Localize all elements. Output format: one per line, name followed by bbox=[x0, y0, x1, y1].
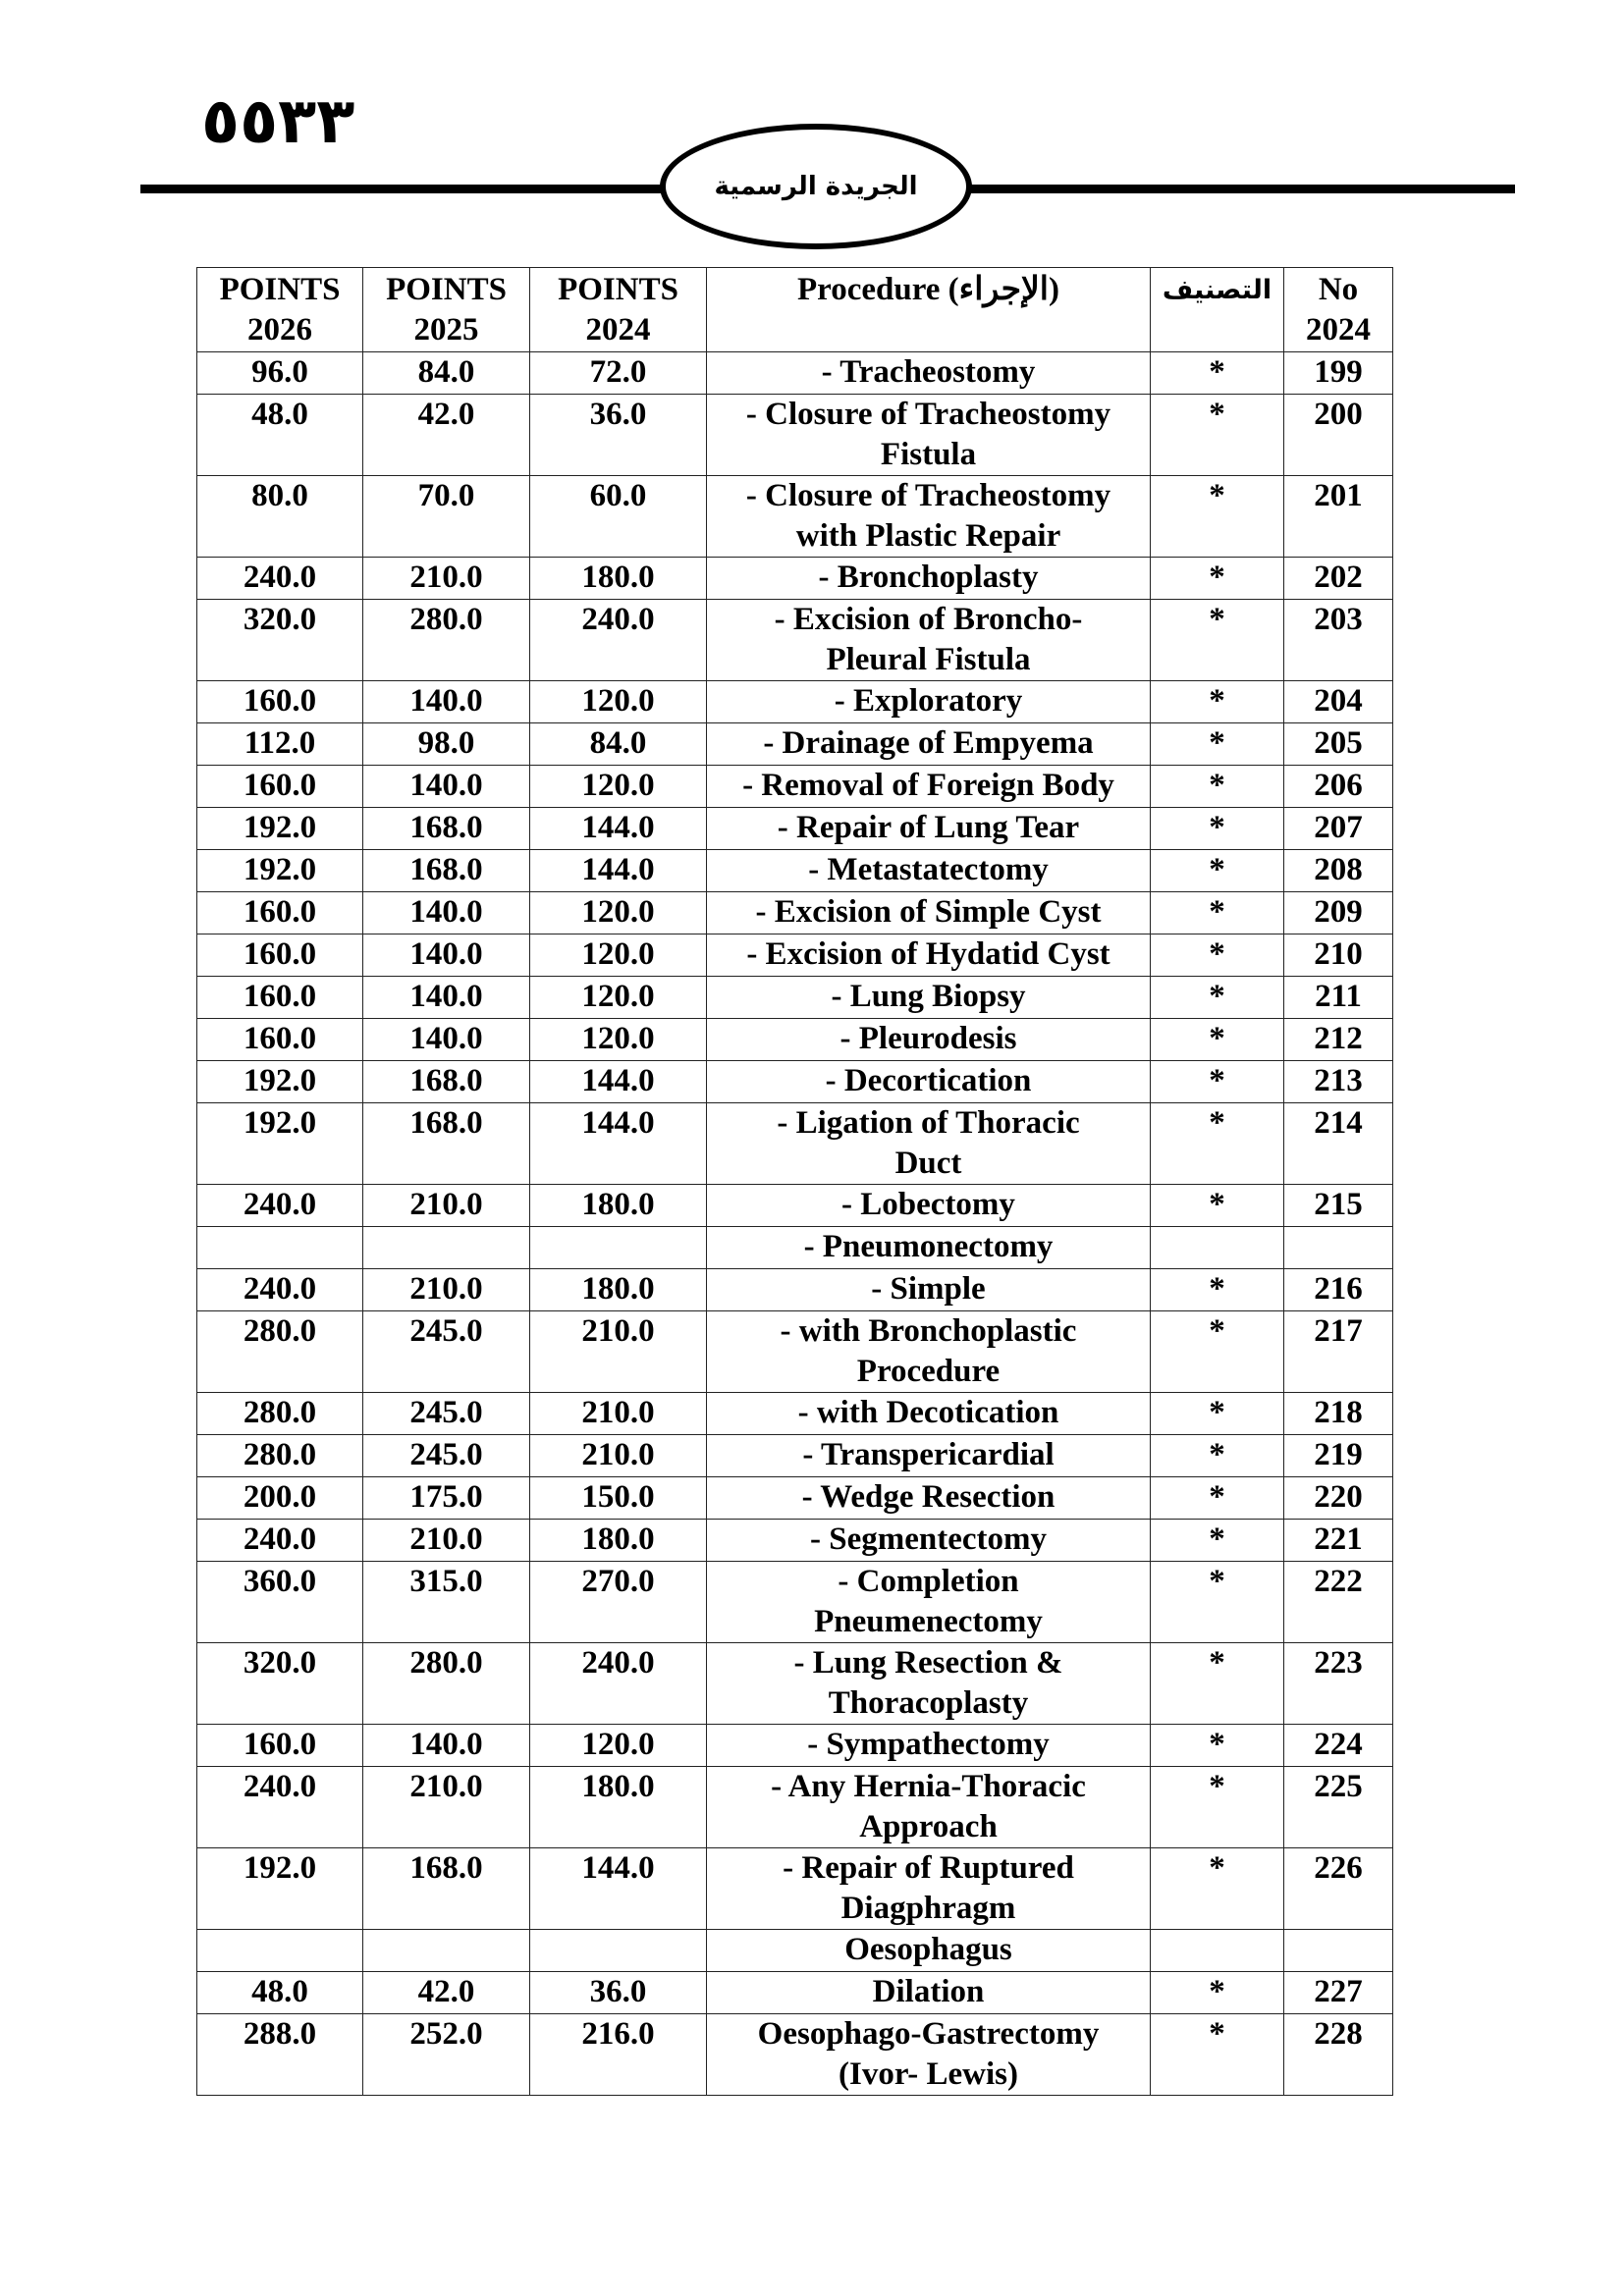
classification-cell: * bbox=[1151, 1311, 1284, 1393]
points-2024-cell: 144.0 bbox=[530, 1848, 707, 1930]
classification-cell: * bbox=[1151, 1435, 1284, 1477]
points-2024-cell: 120.0 bbox=[530, 1019, 707, 1061]
points-2024-cell: 180.0 bbox=[530, 1269, 707, 1311]
points-2026-cell: 192.0 bbox=[197, 1061, 363, 1103]
classification-cell: * bbox=[1151, 934, 1284, 977]
procedure-cell bbox=[707, 808, 1151, 850]
table-row bbox=[197, 892, 1393, 934]
points-2024-cell: 180.0 bbox=[530, 1767, 707, 1848]
points-2026-cell: 288.0 bbox=[197, 2014, 363, 2096]
classification-cell: * bbox=[1151, 2014, 1284, 2096]
procedure-cell bbox=[707, 1520, 1151, 1562]
points-2026-cell bbox=[197, 1930, 363, 1972]
header-procedure-label: Procedure (الإجراء) bbox=[797, 272, 1059, 307]
points-2025-cell: 168.0 bbox=[363, 1103, 530, 1185]
classification-cell: * bbox=[1151, 892, 1284, 934]
points-2026-cell: 48.0 bbox=[197, 395, 363, 476]
table-row bbox=[197, 766, 1393, 808]
classification-cell: * bbox=[1151, 558, 1284, 600]
procedure-line: - Segmentectomy bbox=[810, 1522, 1047, 1557]
procedure-cell bbox=[707, 1767, 1151, 1848]
procedure-line: - Ligation of Thoracic bbox=[777, 1105, 1080, 1141]
procedure-line: - Excision of Hydatid Cyst bbox=[746, 936, 1110, 972]
points-2025-cell: 210.0 bbox=[363, 1185, 530, 1227]
points-2026-cell: 160.0 bbox=[197, 1019, 363, 1061]
points-2025-cell: 245.0 bbox=[363, 1435, 530, 1477]
points-2025-cell: 42.0 bbox=[363, 395, 530, 476]
classification-cell: * bbox=[1151, 1643, 1284, 1725]
procedure-cell bbox=[707, 766, 1151, 808]
table-row bbox=[197, 1227, 1393, 1269]
points-2026-cell: 160.0 bbox=[197, 934, 363, 977]
number-cell: 211 bbox=[1284, 977, 1393, 1019]
points-2025-cell: 252.0 bbox=[363, 2014, 530, 2096]
points-2024-cell: 120.0 bbox=[530, 766, 707, 808]
procedure-cell bbox=[707, 1311, 1151, 1393]
classification-cell: * bbox=[1151, 808, 1284, 850]
points-2026-cell: 320.0 bbox=[197, 600, 363, 681]
classification-cell: * bbox=[1151, 766, 1284, 808]
procedure-line: - Simple bbox=[871, 1271, 986, 1307]
procedure-line: Pneumenectomy bbox=[814, 1604, 1043, 1639]
points-2025-cell: 140.0 bbox=[363, 934, 530, 977]
procedure-line: - Repair of Lung Tear bbox=[777, 810, 1080, 845]
points-2025-cell: 210.0 bbox=[363, 1767, 530, 1848]
points-2024-cell: 270.0 bbox=[530, 1562, 707, 1643]
table-row bbox=[197, 1725, 1393, 1767]
number-cell: 228 bbox=[1284, 2014, 1393, 2096]
points-2024-cell: 120.0 bbox=[530, 892, 707, 934]
procedure-line: - Lung Resection & bbox=[793, 1645, 1063, 1681]
number-cell: 209 bbox=[1284, 892, 1393, 934]
points-2024-cell: 210.0 bbox=[530, 1393, 707, 1435]
table-row bbox=[197, 1311, 1393, 1393]
procedure-line: - Any Hernia-Thoracic bbox=[771, 1769, 1086, 1804]
points-2024-cell: 72.0 bbox=[530, 352, 707, 395]
procedure-cell bbox=[707, 1972, 1151, 2014]
procedure-line: Diagphragm bbox=[840, 1891, 1016, 1926]
header-points-2025 bbox=[363, 268, 530, 352]
points-2025-cell: 175.0 bbox=[363, 1477, 530, 1520]
number-cell: 227 bbox=[1284, 1972, 1393, 2014]
number-cell bbox=[1284, 1227, 1393, 1269]
points-2024-cell: 120.0 bbox=[530, 681, 707, 723]
number-cell: 214 bbox=[1284, 1103, 1393, 1185]
points-2026-cell bbox=[197, 1227, 363, 1269]
number-cell: 202 bbox=[1284, 558, 1393, 600]
classification-cell: * bbox=[1151, 395, 1284, 476]
procedure-cell bbox=[707, 476, 1151, 558]
number-cell: 225 bbox=[1284, 1767, 1393, 1848]
number-cell: 204 bbox=[1284, 681, 1393, 723]
procedure-line: - with Bronchoplastic bbox=[780, 1313, 1077, 1349]
points-2024-cell: 150.0 bbox=[530, 1477, 707, 1520]
points-2024-cell: 180.0 bbox=[530, 1520, 707, 1562]
number-cell bbox=[1284, 1930, 1393, 1972]
classification-cell: * bbox=[1151, 1725, 1284, 1767]
table-row bbox=[197, 476, 1393, 558]
points-2026-cell: 96.0 bbox=[197, 352, 363, 395]
points-2025-cell: 280.0 bbox=[363, 1643, 530, 1725]
header-points-2026-line1: POINTS bbox=[219, 272, 341, 307]
table-row bbox=[197, 1019, 1393, 1061]
table-row bbox=[197, 1061, 1393, 1103]
points-2024-cell: 144.0 bbox=[530, 1061, 707, 1103]
header-points-2024-line1: POINTS bbox=[558, 272, 678, 307]
points-2024-cell: 240.0 bbox=[530, 1643, 707, 1725]
points-2025-cell: 315.0 bbox=[363, 1562, 530, 1643]
table-body bbox=[197, 352, 1393, 2096]
header-points-2025-line1: POINTS bbox=[386, 272, 507, 307]
procedure-line: - Closure of Tracheostomy bbox=[745, 397, 1111, 432]
table-row bbox=[197, 681, 1393, 723]
table-row bbox=[197, 1972, 1393, 2014]
points-2026-cell: 160.0 bbox=[197, 977, 363, 1019]
number-cell: 207 bbox=[1284, 808, 1393, 850]
table-row bbox=[197, 395, 1393, 476]
table-row bbox=[197, 977, 1393, 1019]
procedure-cell bbox=[707, 850, 1151, 892]
procedure-line: - Tracheostomy bbox=[821, 354, 1036, 390]
procedure-line: - Wedge Resection bbox=[801, 1479, 1056, 1515]
header-procedure bbox=[707, 268, 1151, 352]
procedure-cell bbox=[707, 723, 1151, 766]
points-2025-cell: 210.0 bbox=[363, 558, 530, 600]
gazette-title: الجريدة الرسمية bbox=[714, 172, 918, 201]
points-2024-cell: 120.0 bbox=[530, 1725, 707, 1767]
number-cell: 216 bbox=[1284, 1269, 1393, 1311]
procedure-line: (Ivor- Lewis) bbox=[839, 2056, 1018, 2092]
points-2024-cell: 210.0 bbox=[530, 1311, 707, 1393]
number-cell: 219 bbox=[1284, 1435, 1393, 1477]
table-row bbox=[197, 723, 1393, 766]
number-cell: 212 bbox=[1284, 1019, 1393, 1061]
procedure-line: - Metastatectomy bbox=[808, 852, 1049, 887]
header-no-2024-line1: No bbox=[1318, 272, 1359, 307]
header-points-2026 bbox=[197, 268, 363, 352]
points-2024-cell: 84.0 bbox=[530, 723, 707, 766]
number-cell: 210 bbox=[1284, 934, 1393, 977]
classification-cell: * bbox=[1151, 1103, 1284, 1185]
table-row bbox=[197, 2014, 1393, 2096]
classification-cell: * bbox=[1151, 681, 1284, 723]
procedure-line: Oesophagus bbox=[844, 1932, 1012, 1967]
number-cell: 220 bbox=[1284, 1477, 1393, 1520]
classification-cell: * bbox=[1151, 1972, 1284, 2014]
procedure-line: - Drainage of Empyema bbox=[763, 725, 1094, 761]
procedure-cell bbox=[707, 352, 1151, 395]
classification-cell: * bbox=[1151, 1520, 1284, 1562]
points-2025-cell: 168.0 bbox=[363, 1061, 530, 1103]
procedure-cell bbox=[707, 1269, 1151, 1311]
points-2025-cell: 140.0 bbox=[363, 766, 530, 808]
procedure-line: - Excision of Simple Cyst bbox=[755, 894, 1102, 930]
classification-cell: * bbox=[1151, 977, 1284, 1019]
number-cell: 201 bbox=[1284, 476, 1393, 558]
table-row bbox=[197, 850, 1393, 892]
points-2026-cell: 240.0 bbox=[197, 558, 363, 600]
procedure-cell bbox=[707, 1848, 1151, 1930]
points-2024-cell: 60.0 bbox=[530, 476, 707, 558]
points-2024-cell: 240.0 bbox=[530, 600, 707, 681]
procedure-line: - with Decotication bbox=[797, 1395, 1059, 1430]
points-2024-cell: 144.0 bbox=[530, 850, 707, 892]
procedure-line: Duct bbox=[894, 1146, 962, 1181]
classification-cell: * bbox=[1151, 1269, 1284, 1311]
table-row bbox=[197, 934, 1393, 977]
procedure-line: Pleural Fistula bbox=[826, 642, 1031, 677]
procedure-cell bbox=[707, 1562, 1151, 1643]
header-points-2024-line2: 2024 bbox=[585, 312, 651, 347]
points-2024-cell: 180.0 bbox=[530, 1185, 707, 1227]
table-row bbox=[197, 1930, 1393, 1972]
points-2024-cell bbox=[530, 1227, 707, 1269]
procedure-line: - Lobectomy bbox=[841, 1187, 1015, 1222]
procedure-cell bbox=[707, 1435, 1151, 1477]
points-2025-cell: 168.0 bbox=[363, 808, 530, 850]
number-cell: 222 bbox=[1284, 1562, 1393, 1643]
procedure-cell bbox=[707, 395, 1151, 476]
number-cell: 199 bbox=[1284, 352, 1393, 395]
points-2024-cell: 210.0 bbox=[530, 1435, 707, 1477]
points-2024-cell: 144.0 bbox=[530, 808, 707, 850]
points-2025-cell: 42.0 bbox=[363, 1972, 530, 2014]
table-header-row bbox=[197, 268, 1393, 352]
points-2025-cell: 140.0 bbox=[363, 1725, 530, 1767]
table-row bbox=[197, 1643, 1393, 1725]
procedure-cell bbox=[707, 681, 1151, 723]
points-2026-cell: 240.0 bbox=[197, 1269, 363, 1311]
table-row bbox=[197, 1393, 1393, 1435]
procedure-line: - Exploratory bbox=[834, 683, 1023, 719]
points-2024-cell: 216.0 bbox=[530, 2014, 707, 2096]
procedure-line: - Closure of Tracheostomy bbox=[745, 478, 1111, 513]
points-2026-cell: 280.0 bbox=[197, 1393, 363, 1435]
procedure-cell bbox=[707, 892, 1151, 934]
points-2025-cell: 84.0 bbox=[363, 352, 530, 395]
classification-cell: * bbox=[1151, 1061, 1284, 1103]
procedure-line: - Sympathectomy bbox=[807, 1727, 1050, 1762]
procedure-line: Fistula bbox=[880, 437, 977, 472]
header-points-2024 bbox=[530, 268, 707, 352]
number-cell: 208 bbox=[1284, 850, 1393, 892]
points-2024-cell: 36.0 bbox=[530, 1972, 707, 2014]
points-2025-cell: 280.0 bbox=[363, 600, 530, 681]
procedure-cell bbox=[707, 2014, 1151, 2096]
classification-cell: * bbox=[1151, 1562, 1284, 1643]
points-2025-cell bbox=[363, 1930, 530, 1972]
points-2024-cell: 120.0 bbox=[530, 934, 707, 977]
procedure-cell bbox=[707, 600, 1151, 681]
table-row bbox=[197, 600, 1393, 681]
procedure-line: - Repair of Ruptured bbox=[783, 1850, 1074, 1886]
table-row bbox=[197, 1269, 1393, 1311]
table-row bbox=[197, 352, 1393, 395]
points-2024-cell: 120.0 bbox=[530, 977, 707, 1019]
header-no-2024 bbox=[1284, 268, 1393, 352]
points-2025-cell: 168.0 bbox=[363, 850, 530, 892]
table-row bbox=[197, 1477, 1393, 1520]
points-2025-cell: 168.0 bbox=[363, 1848, 530, 1930]
procedure-cell bbox=[707, 1643, 1151, 1725]
points-2025-cell: 140.0 bbox=[363, 1019, 530, 1061]
procedure-line: - Decortication bbox=[825, 1063, 1032, 1098]
points-2024-cell: 144.0 bbox=[530, 1103, 707, 1185]
header-classification-label: التصنيف bbox=[1162, 275, 1272, 305]
table-row bbox=[197, 1185, 1393, 1227]
procedure-line: Oesophago-Gastrectomy bbox=[757, 2016, 1100, 2052]
points-2026-cell: 160.0 bbox=[197, 892, 363, 934]
procedure-line: - Completion bbox=[838, 1564, 1019, 1599]
procedure-line: - Excision of Broncho- bbox=[774, 602, 1083, 637]
points-2025-cell: 245.0 bbox=[363, 1311, 530, 1393]
points-2025-cell: 98.0 bbox=[363, 723, 530, 766]
procedure-line: - Pneumonectomy bbox=[803, 1229, 1054, 1264]
classification-cell: * bbox=[1151, 600, 1284, 681]
points-2024-cell: 180.0 bbox=[530, 558, 707, 600]
points-2026-cell: 48.0 bbox=[197, 1972, 363, 2014]
header-points-2025-line2: 2025 bbox=[413, 312, 479, 347]
points-2026-cell: 360.0 bbox=[197, 1562, 363, 1643]
classification-cell: * bbox=[1151, 1019, 1284, 1061]
number-cell: 221 bbox=[1284, 1520, 1393, 1562]
number-cell: 226 bbox=[1284, 1848, 1393, 1930]
procedure-line: - Bronchoplasty bbox=[818, 560, 1039, 595]
gazette-title-oval bbox=[660, 124, 972, 249]
number-cell: 200 bbox=[1284, 395, 1393, 476]
number-cell: 215 bbox=[1284, 1185, 1393, 1227]
classification-cell bbox=[1151, 1930, 1284, 1972]
points-2025-cell: 210.0 bbox=[363, 1520, 530, 1562]
procedure-points-table bbox=[196, 267, 1393, 2096]
number-cell: 213 bbox=[1284, 1061, 1393, 1103]
procedure-cell bbox=[707, 1393, 1151, 1435]
number-cell: 205 bbox=[1284, 723, 1393, 766]
table-row bbox=[197, 1435, 1393, 1477]
number-cell: 206 bbox=[1284, 766, 1393, 808]
procedure-line: with Plastic Repair bbox=[795, 518, 1061, 554]
header-points-2026-line2: 2026 bbox=[247, 312, 312, 347]
procedure-line: - Pleurodesis bbox=[839, 1021, 1017, 1056]
procedure-cell bbox=[707, 1725, 1151, 1767]
procedure-cell bbox=[707, 977, 1151, 1019]
points-2025-cell: 140.0 bbox=[363, 892, 530, 934]
points-2026-cell: 160.0 bbox=[197, 766, 363, 808]
procedure-line: - Transpericardial bbox=[802, 1437, 1055, 1472]
points-2026-cell: 192.0 bbox=[197, 1848, 363, 1930]
classification-cell: * bbox=[1151, 723, 1284, 766]
classification-cell: * bbox=[1151, 1477, 1284, 1520]
points-2026-cell: 112.0 bbox=[197, 723, 363, 766]
procedure-cell bbox=[707, 1103, 1151, 1185]
points-2026-cell: 160.0 bbox=[197, 681, 363, 723]
header-no-2024-line2: 2024 bbox=[1306, 312, 1371, 347]
table-row bbox=[197, 1767, 1393, 1848]
points-2026-cell: 192.0 bbox=[197, 1103, 363, 1185]
points-2026-cell: 240.0 bbox=[197, 1767, 363, 1848]
number-cell: 203 bbox=[1284, 600, 1393, 681]
procedure-cell bbox=[707, 1185, 1151, 1227]
points-2025-cell: 140.0 bbox=[363, 977, 530, 1019]
classification-cell: * bbox=[1151, 352, 1284, 395]
header-classification bbox=[1151, 268, 1284, 352]
procedure-line: Thoracoplasty bbox=[828, 1685, 1029, 1721]
procedure-cell bbox=[707, 1227, 1151, 1269]
procedure-cell bbox=[707, 934, 1151, 977]
table-row bbox=[197, 558, 1393, 600]
page-number: ٥٥٣٣ bbox=[201, 85, 355, 158]
points-2025-cell: 140.0 bbox=[363, 681, 530, 723]
points-2024-cell bbox=[530, 1930, 707, 1972]
procedure-cell bbox=[707, 1930, 1151, 1972]
classification-cell: * bbox=[1151, 1185, 1284, 1227]
points-2026-cell: 160.0 bbox=[197, 1725, 363, 1767]
table-row bbox=[197, 1103, 1393, 1185]
classification-cell: * bbox=[1151, 1767, 1284, 1848]
points-2026-cell: 240.0 bbox=[197, 1520, 363, 1562]
points-2025-cell: 245.0 bbox=[363, 1393, 530, 1435]
points-2026-cell: 280.0 bbox=[197, 1311, 363, 1393]
table-row bbox=[197, 1848, 1393, 1930]
points-2026-cell: 280.0 bbox=[197, 1435, 363, 1477]
points-2025-cell: 70.0 bbox=[363, 476, 530, 558]
number-cell: 224 bbox=[1284, 1725, 1393, 1767]
points-2026-cell: 80.0 bbox=[197, 476, 363, 558]
classification-cell: * bbox=[1151, 1848, 1284, 1930]
points-2026-cell: 200.0 bbox=[197, 1477, 363, 1520]
points-2025-cell bbox=[363, 1227, 530, 1269]
classification-cell: * bbox=[1151, 1393, 1284, 1435]
procedure-line: - Removal of Foreign Body bbox=[742, 768, 1114, 803]
number-cell: 217 bbox=[1284, 1311, 1393, 1393]
table-row bbox=[197, 1520, 1393, 1562]
points-2026-cell: 192.0 bbox=[197, 808, 363, 850]
classification-cell: * bbox=[1151, 850, 1284, 892]
table-row bbox=[197, 1562, 1393, 1643]
classification-cell: * bbox=[1151, 476, 1284, 558]
procedure-line: Procedure bbox=[856, 1354, 1001, 1389]
classification-cell bbox=[1151, 1227, 1284, 1269]
procedure-cell bbox=[707, 558, 1151, 600]
points-2026-cell: 240.0 bbox=[197, 1185, 363, 1227]
procedure-cell bbox=[707, 1477, 1151, 1520]
procedure-line: Approach bbox=[859, 1809, 998, 1844]
procedure-line: - Lung Biopsy bbox=[831, 979, 1026, 1014]
procedure-cell bbox=[707, 1061, 1151, 1103]
points-2025-cell: 210.0 bbox=[363, 1269, 530, 1311]
procedure-cell bbox=[707, 1019, 1151, 1061]
procedure-line: Dilation bbox=[872, 1974, 985, 2009]
points-2026-cell: 192.0 bbox=[197, 850, 363, 892]
points-2026-cell: 320.0 bbox=[197, 1643, 363, 1725]
table-row bbox=[197, 808, 1393, 850]
number-cell: 218 bbox=[1284, 1393, 1393, 1435]
points-2024-cell: 36.0 bbox=[530, 395, 707, 476]
number-cell: 223 bbox=[1284, 1643, 1393, 1725]
